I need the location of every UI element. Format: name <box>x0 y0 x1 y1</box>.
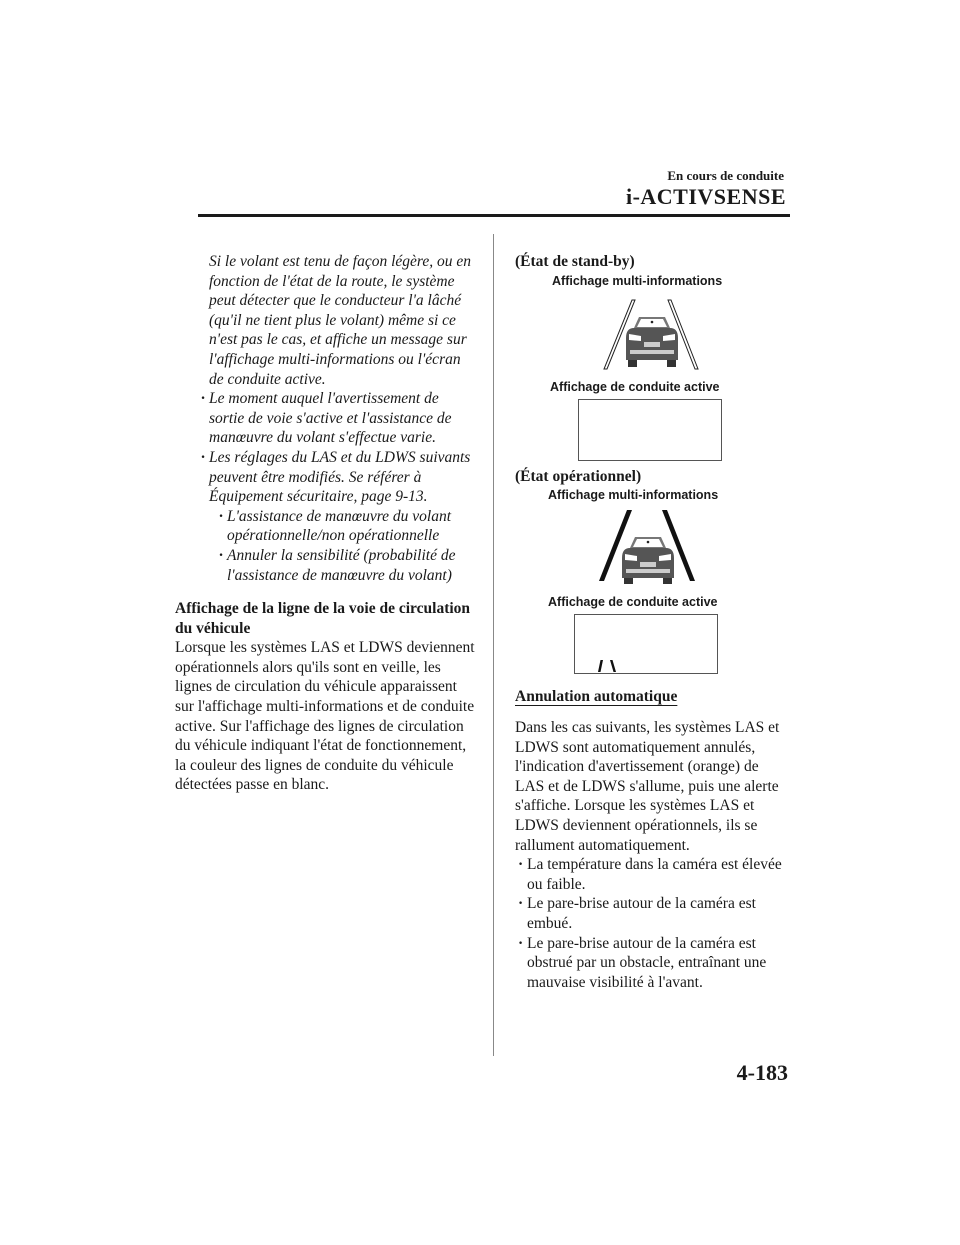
lane-line-display-body: Lorsque les systèmes LAS et LDWS deviennent opérationnels alors qu'ils sont en veille, les lignes de circulation du véhicule apparaissent sur l'affichage multi-informations et de conduite active. Sur l'affichage des lignes de circulation du véhicule indiquant l'état de fonctionnement, la couleur des lignes de conduite du véhicule détectées passe en blanc. <box>175 639 475 794</box>
car-rear-icon <box>626 317 678 367</box>
settings-sub-bullets <box>175 507 475 585</box>
auto-cancel-condition: · La température dans la caméra est élevée ou faible. <box>515 855 790 894</box>
standby-state-title: (État de stand-by) <box>515 253 635 270</box>
auto-cancel-body: Dans les cas suivants, les systèmes LAS et LDWS sont automatiquement annulés, l'indication d'avertissement (orange) de LAS et de LDWS s'allume, puis une alerte s'affiche. Lorsque les systèmes LAS et LDWS deviennent opérationnels, ils se rallument automatiquement. <box>515 719 780 854</box>
note-bullet: · Le moment auquel l'avertissement de sortie de voie s'active et l'assistance de manœuvre du volant s'effectue varie. <box>175 389 475 448</box>
operational-mid-label: Affichage multi-informations <box>548 488 719 502</box>
standby-adh-label: Affichage de conduite active <box>550 380 720 394</box>
operational-mid-diagram <box>592 506 696 588</box>
note-bullets <box>175 389 475 507</box>
auto-cancel-section <box>515 718 790 992</box>
car-rear-icon <box>622 537 674 584</box>
operational-adh-label: Affichage de conduite active <box>548 595 718 609</box>
header-rule <box>198 214 790 217</box>
left-column <box>175 252 475 795</box>
standby-mid-diagram <box>596 296 700 378</box>
note-continuation: Si le volant est tenu de façon légère, ou en fonction de l'état de la route, le système peut détecter que le conducteur l'a lâché (qu'il ne tient plus le volant) même si ce n'est pas le cas, et affiche un message sur l'affichage multi-informations ou l'écran de conduite active. <box>209 253 471 388</box>
auto-cancel-condition: · Le pare-brise autour de la caméra est obstrué par un obstacle, entraînant une mauvaise visibilité à l'avant. <box>515 934 790 993</box>
lane-line-display-heading: Affichage de la ligne de la voie de circulation du véhicule <box>175 600 471 637</box>
operational-state-title: (État opérationnel) <box>515 468 642 485</box>
auto-cancel-condition: · Le pare-brise autour de la caméra est embué. <box>515 894 790 933</box>
settings-sub-bullet: · Annuler la sensibilité (probabilité de l'assistance de manœuvre du volant) <box>175 546 475 585</box>
standby-mid-label: Affichage multi-informations <box>552 274 723 288</box>
adh-lane-lines <box>595 659 619 673</box>
standby-adh-screen <box>578 399 722 461</box>
settings-sub-bullet: · L'assistance de manœuvre du volant opérationnelle/non opérationnelle <box>175 507 475 546</box>
section-label: En cours de conduite <box>667 168 784 183</box>
auto-cancel-heading: Annulation automatique <box>515 688 678 705</box>
note-bullet: · Les réglages du LAS et du LDWS suivants peuvent être modifiés. Se référer à Équipement sécuritaire, page 9-13. <box>175 448 475 507</box>
operational-adh-screen <box>574 614 718 674</box>
column-divider <box>493 234 494 1056</box>
page-number: 4-183 <box>736 1060 788 1085</box>
auto-cancel-conditions <box>515 855 790 992</box>
section-title: i-ACTIVSENSE <box>625 184 786 209</box>
